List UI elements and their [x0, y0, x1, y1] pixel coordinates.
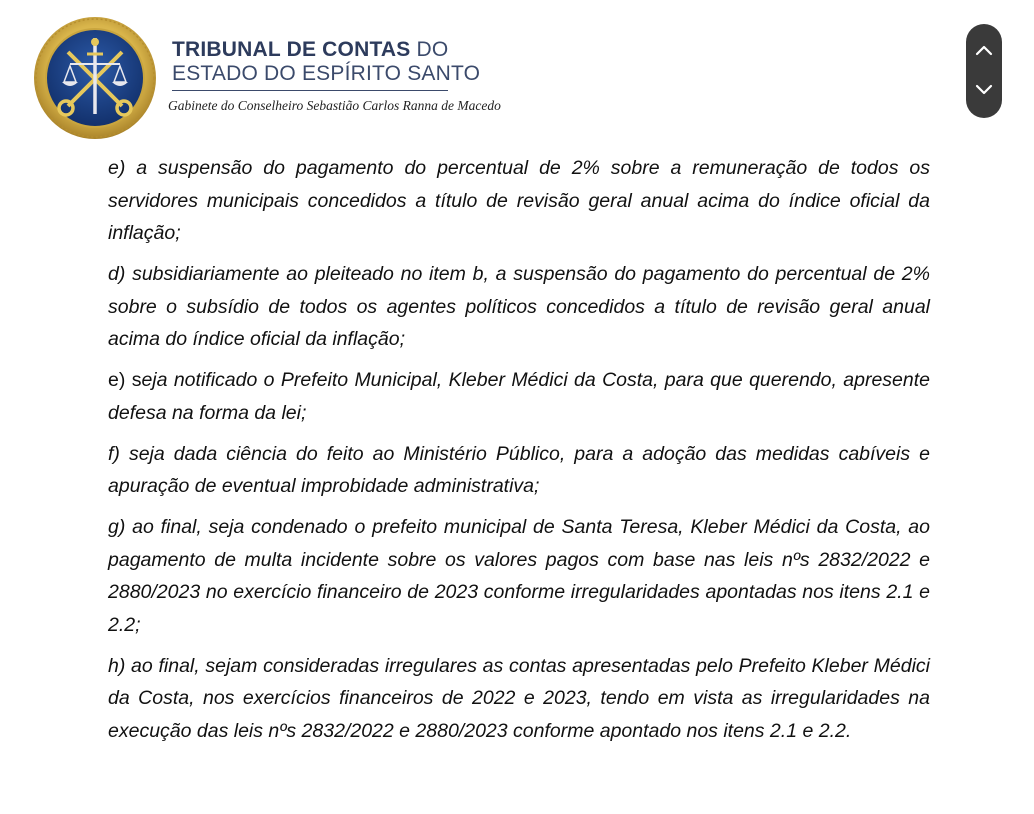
paragraph-f-ministry: f) seja dada ciência do feito ao Ministério Público, para a adoção das medidas cabíveis e apuração de eventual improbidade administrativa; — [108, 442, 930, 497]
organization-name — [172, 38, 481, 91]
paragraph-e-prefix: e) s — [108, 369, 142, 391]
chevron-down-icon — [975, 84, 993, 96]
paragraph-g-penalty: g) ao final, seja condenado o prefeito municipal de Santa Teresa, Kleber Médici da Costa, ao pagamento de multa incidente sobre os valores pagos com base nas leis nºs 2832/2022 e 2880/2023 no exercício financeiro de 2023 conforme irregularidades apontadas nos itens 2.1 e 2.2; — [108, 516, 930, 636]
page-navigation — [966, 24, 1002, 118]
paragraph-e-text: eja notificado o Prefeito Municipal, Kleber Médici da Costa, para que querendo, apresente defesa na forma da lei; — [108, 369, 930, 424]
paragraph-e-notification — [108, 364, 930, 429]
org-state-name: ESTADO DO ESPÍRITO SANTO — [172, 62, 448, 91]
document-body — [108, 152, 930, 756]
tribunal-seal-icon — [32, 16, 158, 140]
chevron-up-icon — [975, 44, 993, 56]
org-name-bold: TRIBUNAL DE CONTAS — [172, 38, 411, 61]
paragraph-e-suspension: e) a suspensão do pagamento do percentual de 2% sobre a remuneração de todos os servidores municipais concedidos a título de revisão geral anual acima do índice oficial da inflação; — [108, 157, 930, 244]
document-header — [0, 0, 1034, 150]
paragraph-h-irregular-accounts: h) ao final, sejam consideradas irregulares as contas apresentadas pelo Prefeito Kleber Médici da Costa, nos exercícios financeiros de 2022 e 2023, tendo em vista as irregularidades na execução das leis nºs 2832/2022 e 2880/2023 conforme apontado nos itens 2.1 e 2.2. — [108, 654, 930, 742]
paragraph-d-subsidiary: d) subsidiariamente ao pleiteado no item b, a suspensão do pagamento do percentual de 2% sobre o subsídio de todos os agentes políticos concedidos a título de revisão geral anual acima do índice oficial da inflação; — [108, 263, 930, 350]
org-name-rest: DO — [410, 38, 449, 61]
next-page-button[interactable] — [966, 70, 1002, 110]
office-subtitle: Gabinete do Conselheiro Sebastião Carlos Ranna de Macedo — [168, 98, 501, 113]
previous-page-button[interactable] — [966, 30, 1002, 70]
